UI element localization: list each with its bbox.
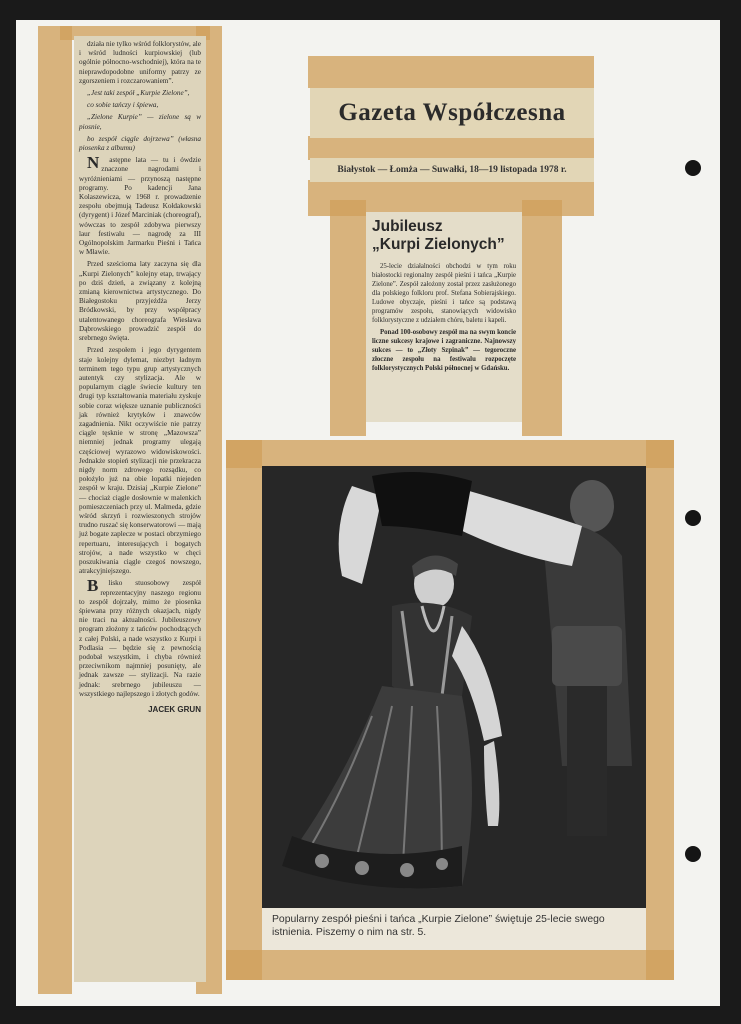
column-paragraph: Blisko stuosobowy zespół reprezentacyjny naszego regionu to zespół dojrzały, mimo że piosenka śpiewana przy różnych okazjach, nigdy nie traci na aktualności. Jubileuszowy program złożony z tańców pochodzących z całej Polski, a nade wszystko z Kurpi i Podlasia — będzie się z pewnością podobał wszystkim, i chyba również przeciwnikom najmniej posunięty, ale jednak zawsze — stylizacji. Na razie jednak: srebrnego jubileuszu — wszystkiego najlepszego i złotych godów. — [79, 576, 201, 698]
article-column — [74, 36, 206, 982]
punch-hole — [685, 160, 701, 176]
photo-caption: Popularny zespół pieśni i tańca „Kurpie Zielone” świętuje 25-lecie swego istnienia. Piszemy o nim na str. 5. — [262, 908, 646, 950]
tape-strip — [646, 440, 674, 980]
article-paragraph: Ponad 100-osobowy zespół ma na swym koncie liczne sukcesy krajowe i zagraniczne. Najnowszy sukces — to „Złoty Szpinak” — tegoroczne złoczne zespołu na festiwalu rozpoczęte folklorystycznych Polski północnej w Gdańsku. — [372, 329, 516, 372]
article-headline-line-1: Jubileusz — [372, 218, 443, 235]
tape-strip — [308, 56, 594, 88]
tape-strip — [226, 950, 674, 980]
article-headline-line-2: „Kurpi Zielonych” — [372, 236, 505, 253]
tape-strip — [522, 200, 562, 436]
newspaper-masthead — [310, 88, 594, 138]
dance-photo — [262, 466, 646, 908]
newspaper-dateline: Białystok — Łomża — Suwałki, 18—19 listopada 1978 r. — [310, 158, 594, 182]
punch-hole — [685, 846, 701, 862]
column-paragraph: „Zielone Kurpie” — zielone są w piosnie, — [79, 113, 201, 131]
tape-strip — [226, 440, 674, 468]
column-paragraph: bo zespół ciągle dojrzewa” (własna piosenka z albumu) — [79, 134, 201, 153]
dancers-photo-image — [262, 466, 646, 908]
tape-strip — [226, 440, 262, 980]
article-paragraph: 25-lecie działalności obchodzi w tym roku białostocki regionalny zespół pieśni i tańca „Kurpie Zielone”. Zespół założony został przez zasłużonego dla polskiego folkloru prof. Stefana Sobierajskiego. Ludowe obyczaje, pieśni i tańce są podstawą programów zespołu, stanowiących widowisko folklorystyczne z udziałem chóru, baletu i kapeli. — [372, 263, 516, 324]
punch-hole — [685, 510, 701, 526]
newspaper-title: Gazeta Współczesna — [338, 99, 566, 126]
column-paragraph: „Jest taki zespół „Kurpie Zielone”, — [87, 89, 190, 98]
column-paragraph: Następne lata — tu i ówdzie znaczone nagrodami i wyróżnieniami — przynoszą następne programy. Po kadencji Jana Kolaszewicza, w 1968 r. prowadzenie zespołu obejmują Tadeusz Kołdakowski (dyrygent) i Józef Marciniak (choreograf), wówczas to zespół zdobywa pierwszy laur festiwalu — nagrodę za III Ogólnopolskim Jarmarku Pieśni i Tańca w Mławie. — [79, 153, 201, 257]
column-paragraph: Przed zespołem i jego dyrygentem staje kolejny dylemat, niezbyt ładnym terminem tego typu grup artystycznych autentyk czy stylizacja. Ale w popularnym ciągle świecie kultury ten drugi typ kształtowania materiału zyskuje sobie coraz większe uznanie publiczności jak również krytyków i znawców zagadnienia. Nikt oczywiście nie patrzy ciągle tęsknie w stronę „Mazowsza” niemniej jednak programy ulegają częściowej wyrazowo widowiskowości. Jednakże stopień stylizacji nie przekracza nigdy norm zdrowego rozsądku, co położyło już na obie łopatki niejeden zespół w kraju. Dzisiaj „Kurpie Zielone” — chociaż ciągle dosłownie w malenkich pomieszczeniach przy ul. Malmeda, gdzie wśród skrzyń i rozwieszonych strojów trudno ruszać się konserwatorowi — mają już bogate zaplecze w postaci obrzymiego repertuaru, interesujących i bogatych strojów, a nade wszystko w chęci poszukiwania ciągle czegoś nowszego, atrakcyjniejszego. — [79, 346, 201, 576]
column-paragraph: co sobie tańczy i śpiewa, — [87, 101, 159, 110]
column-paragraph: Przed sześcioma laty zaczyna się dla „Kurpi Zielonych” kolejny etap, trwający po dziś dzień, a związany z kolejną zmianą kierownictwa artystycznego. Do Białegostoku przyjeżdża Jerzy Bródkowski, by przy współpracy utalentowanego choreografa Wiesława Dąbrowskiego prowadzić zespół do srebrnego święta. — [79, 260, 201, 343]
tape-strip — [38, 26, 72, 994]
author-signature: JACEK GRUN — [148, 705, 201, 715]
article-body — [372, 262, 516, 373]
tape-strip — [308, 136, 594, 160]
jubilee-article — [366, 212, 522, 422]
tape-strip — [330, 200, 366, 436]
column-paragraph: działa nie tylko wśród folklorystów, ale i wśród ludności kurpiowskiej (lub ogólnie północno-wschodniej), która na te nieprawdopodobne uniformy patrzy ze zgorszeniem i rozczarowaniem”. — [79, 40, 201, 85]
